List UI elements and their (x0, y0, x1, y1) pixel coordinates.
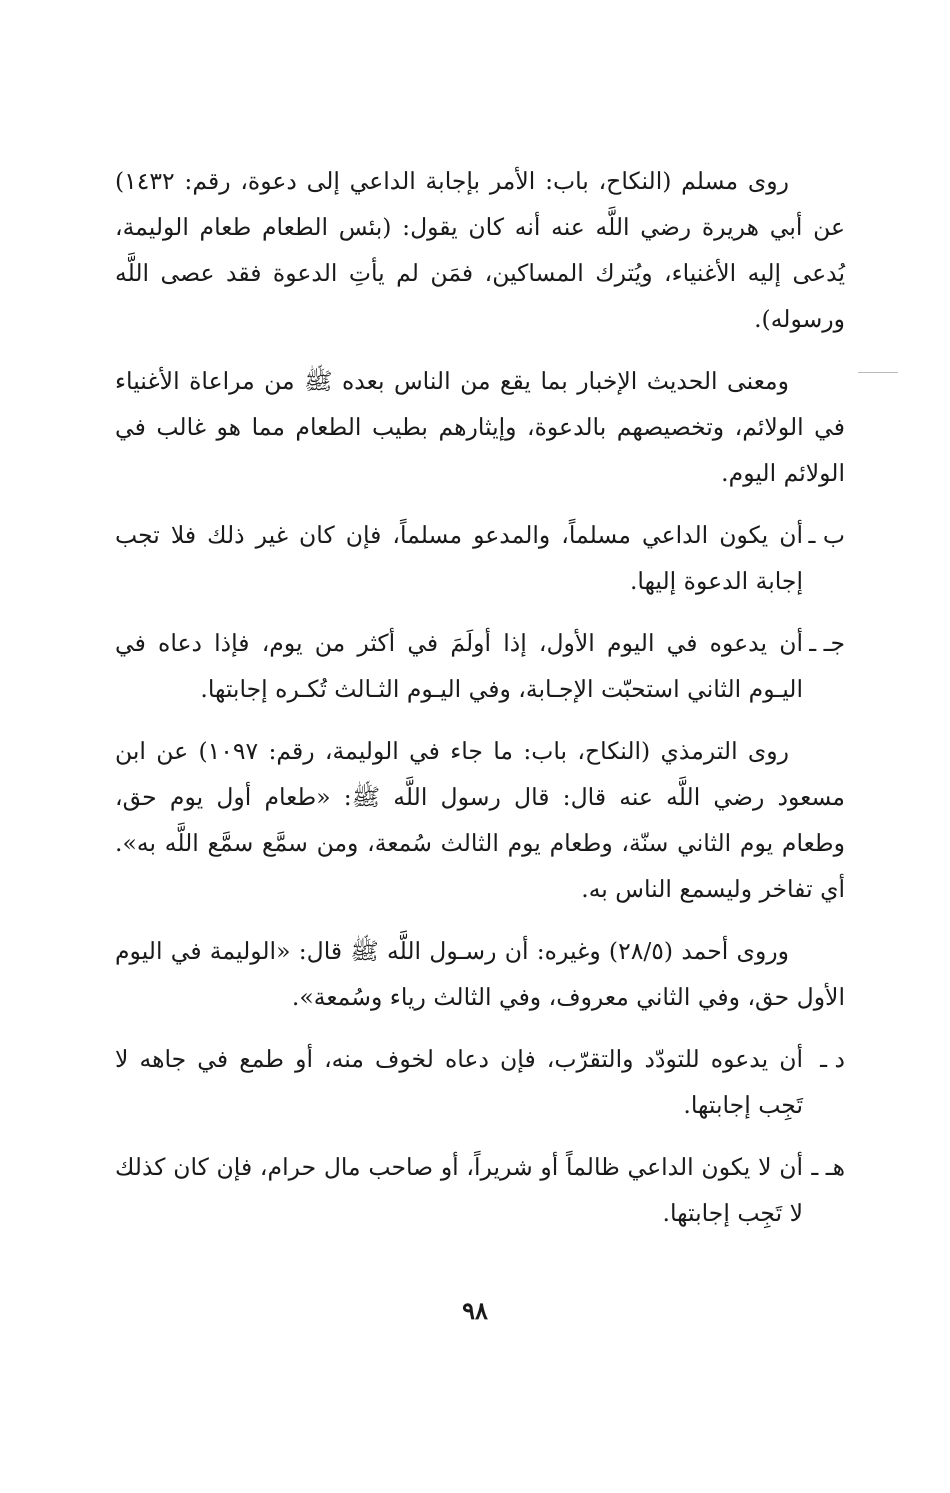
paragraph-tirmidhi-hadith: روى الترمذي (النكاح، باب: ما جاء في الوليمة، رقم: ١٠٩٧) عن ابن مسعود رضي اللَّه عنه قال: قال رسول اللَّه ﷺ: «طعام أول يوم حق، وطعام يوم الثاني سنّة، وطعام يوم الثالث سُمعة، ومن سمَّع سمَّع اللَّه به». أي تفاخر وليسمع الناس به. (115, 737, 845, 903)
list-text-b: أن يكون الداعي مسلماً، والمدعو مسلماً، فإن كان غير ذلك فلا تجب إجابة الدعوة إليها. (115, 521, 803, 595)
list-item-b (115, 512, 845, 604)
page-body (115, 158, 845, 1252)
list-text-j: أن يدعوه في اليوم الأول، إذا أولَمَ في أكثر من يوم، فإذا دعاه في اليـوم الثاني استحبّت الإجـابة، وفي اليـوم الثـالث تُكـره إجابتها. (115, 629, 803, 703)
list-marker-b: ب ـ (808, 521, 845, 549)
list-text-h: أن لا يكون الداعي ظالماً أو شريراً، أو صاحب مال حرام، فإن كان كذلك لا تَجِب إجابتها. (115, 1153, 803, 1227)
list-item-h (115, 1144, 845, 1236)
paragraph-muslim-hadith: روى مسلم (النكاح، باب: الأمر بإجابة الداعي إلى دعوة، رقم: ١٤٣٢) عن أبي هريرة رضي اللَّه عنه أنه كان يقول: (بئس الطعام طعام الوليمة، يُدعى إليه الأغنياء، ويُترك المساكين، فمَن لم يأتِ الدعوة فقد عصى اللَّه ورسوله). (115, 167, 845, 333)
list-marker-h: هـ ـ (811, 1153, 845, 1181)
list-marker-d: د ـ (820, 1045, 845, 1073)
list-marker-j: جـ ـ (809, 629, 845, 657)
page-number: ٩٨ (462, 1296, 488, 1325)
list-text-d: أن يدعوه للتودّد والتقرّب، فإن دعاه لخوف منه، أو طمع في جاهه لا تَجِب إجابتها. (115, 1045, 803, 1119)
margin-mark (858, 372, 898, 373)
list-item-j (115, 620, 845, 712)
paragraph-ahmad-hadith: وروى أحمد (٢٨/٥) وغيره: أن رسـول اللَّه ﷺ قال: «الوليمة في اليوم الأول حق، وفي الثاني معروف، وفي الثالث رياء وسُمعة». (115, 937, 845, 1011)
list-item-d (115, 1036, 845, 1128)
paragraph-hadith-meaning: ومعنى الحديث الإخبار بما يقع من الناس بعده ﷺ من مراعاة الأغنياء في الولائم، وتخصيصهم بالدعوة، وإيثارهم بطيب الطعام مما هو غالب في الولائم اليوم. (115, 367, 845, 487)
